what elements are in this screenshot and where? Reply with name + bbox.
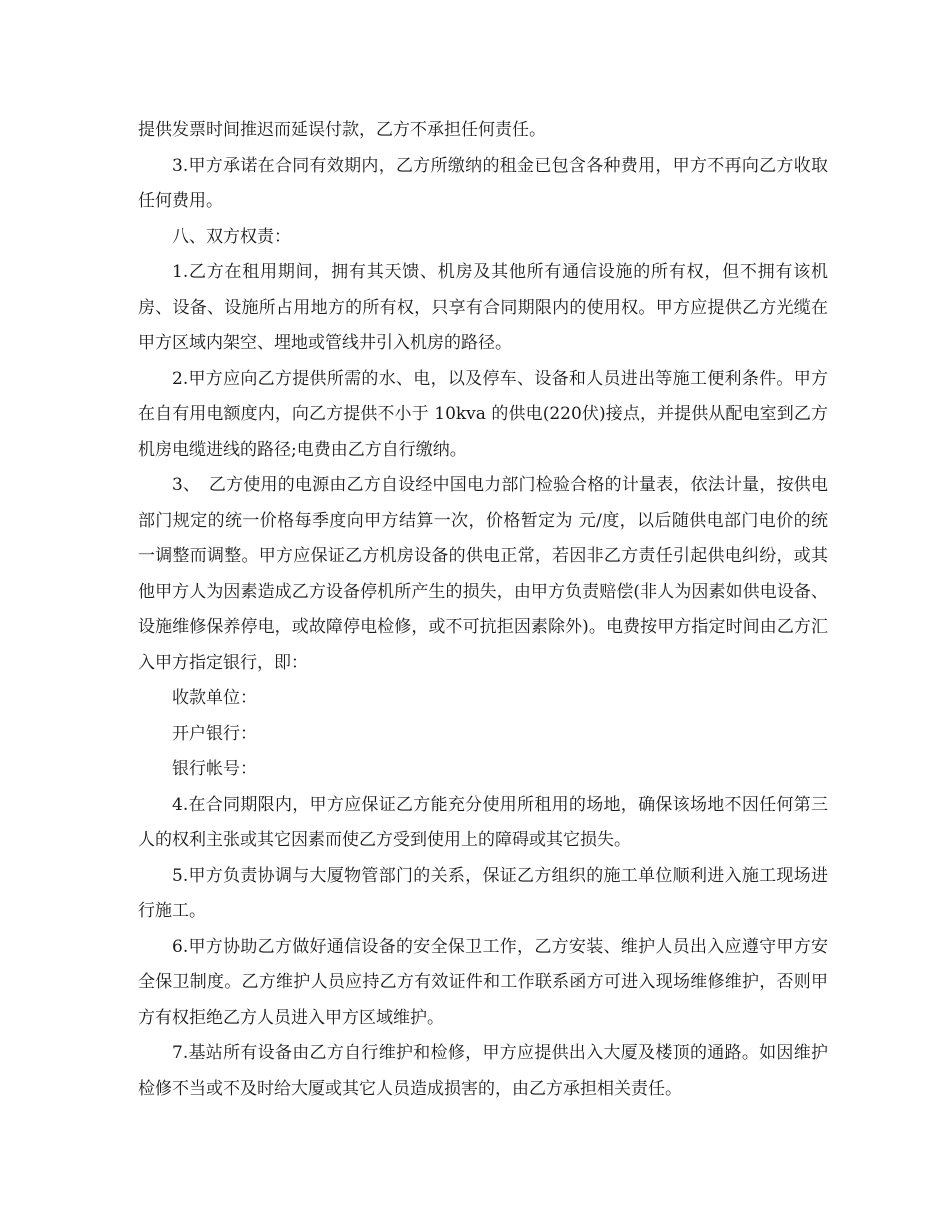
paragraph-continued: 提供发票时间推迟而延误付款，乙方不承担任何责任。 xyxy=(138,120,546,140)
paragraph-rights-3: 3、 乙方使用的电源由乙方自设经中国电力部门检验合格的计量表，依法计量，按供电部门规定的统一价格每季度向甲方结算一次，价格暂定为 元/度，以后随供电部门电价的统一调整而调整。甲方应保证乙方机房设备的供电正常，若因非乙方责任引起供电纠纷，或其他甲方人为因素造成乙方设备停机所产生的损失，由甲方负责赔偿(非人为因素如供电设备、设施维修保养停电，或故障停电检修，或不可抗拒因素除外)。电费按甲方指定时间由乙方汇入甲方指定银行，即： xyxy=(138,475,828,673)
field-bank: 开户银行： xyxy=(172,723,257,744)
paragraph-rights-2: 2.甲方应向乙方提供所需的水、电，以及停车、设备和人员进出等施工便利条件。甲方在自有用电额度内，向乙方提供不小于 10kva 的供电(220伏)接点，并提供从配电室到乙方机房电缆进线的路径;电费由乙方自行缴纳。 xyxy=(138,368,828,460)
paragraph-rights-7: 7.基站所有设备由乙方自行维护和检修，甲方应提供出入大厦及楼顶的通路。如因维护检修不当或不及时给大厦或其它人员造成损害的，由乙方承担相关责任。 xyxy=(138,1043,828,1099)
document-body xyxy=(138,113,828,1107)
paragraph-rights-5: 5.甲方负责协调与大厦物管部门的关系，保证乙方组织的施工单位顺利进入施工现场进行施工。 xyxy=(138,865,828,921)
paragraph-clause-3-fees: 3.甲方承诺在合同有效期内，乙方所缴纳的租金已包含各种费用，甲方不再向乙方收取任何费用。 xyxy=(138,155,828,211)
field-payee: 收款单位： xyxy=(172,688,257,708)
field-account: 银行帐号： xyxy=(172,759,257,779)
paragraph-rights-6: 6.甲方协助乙方做好通信设备的安全保卫工作，乙方安装、维护人员出入应遵守甲方安全保卫制度。乙方维护人员应持乙方有效证件和工作联系函方可进入现场维修维护，否则甲方有权拒绝乙方人员进入甲方区域维护。 xyxy=(138,936,828,1028)
paragraph-rights-1: 1.乙方在租用期间，拥有其天馈、机房及其他所有通信设施的所有权，但不拥有该机房、设备、设施所占用地方的所有权，只享有合同期限内的使用权。甲方应提供乙方光缆在甲方区域内架空、埋地或管线井引入机房的路径。 xyxy=(138,262,828,353)
section-heading-rights: 八、双方权责： xyxy=(172,226,291,247)
paragraph-rights-4: 4.在合同期限内，甲方应保证乙方能充分使用所租用的场地，确保该场地不因任何第三人的权利主张或其它因素而使乙方受到使用上的障碍或其它损失。 xyxy=(138,794,828,850)
